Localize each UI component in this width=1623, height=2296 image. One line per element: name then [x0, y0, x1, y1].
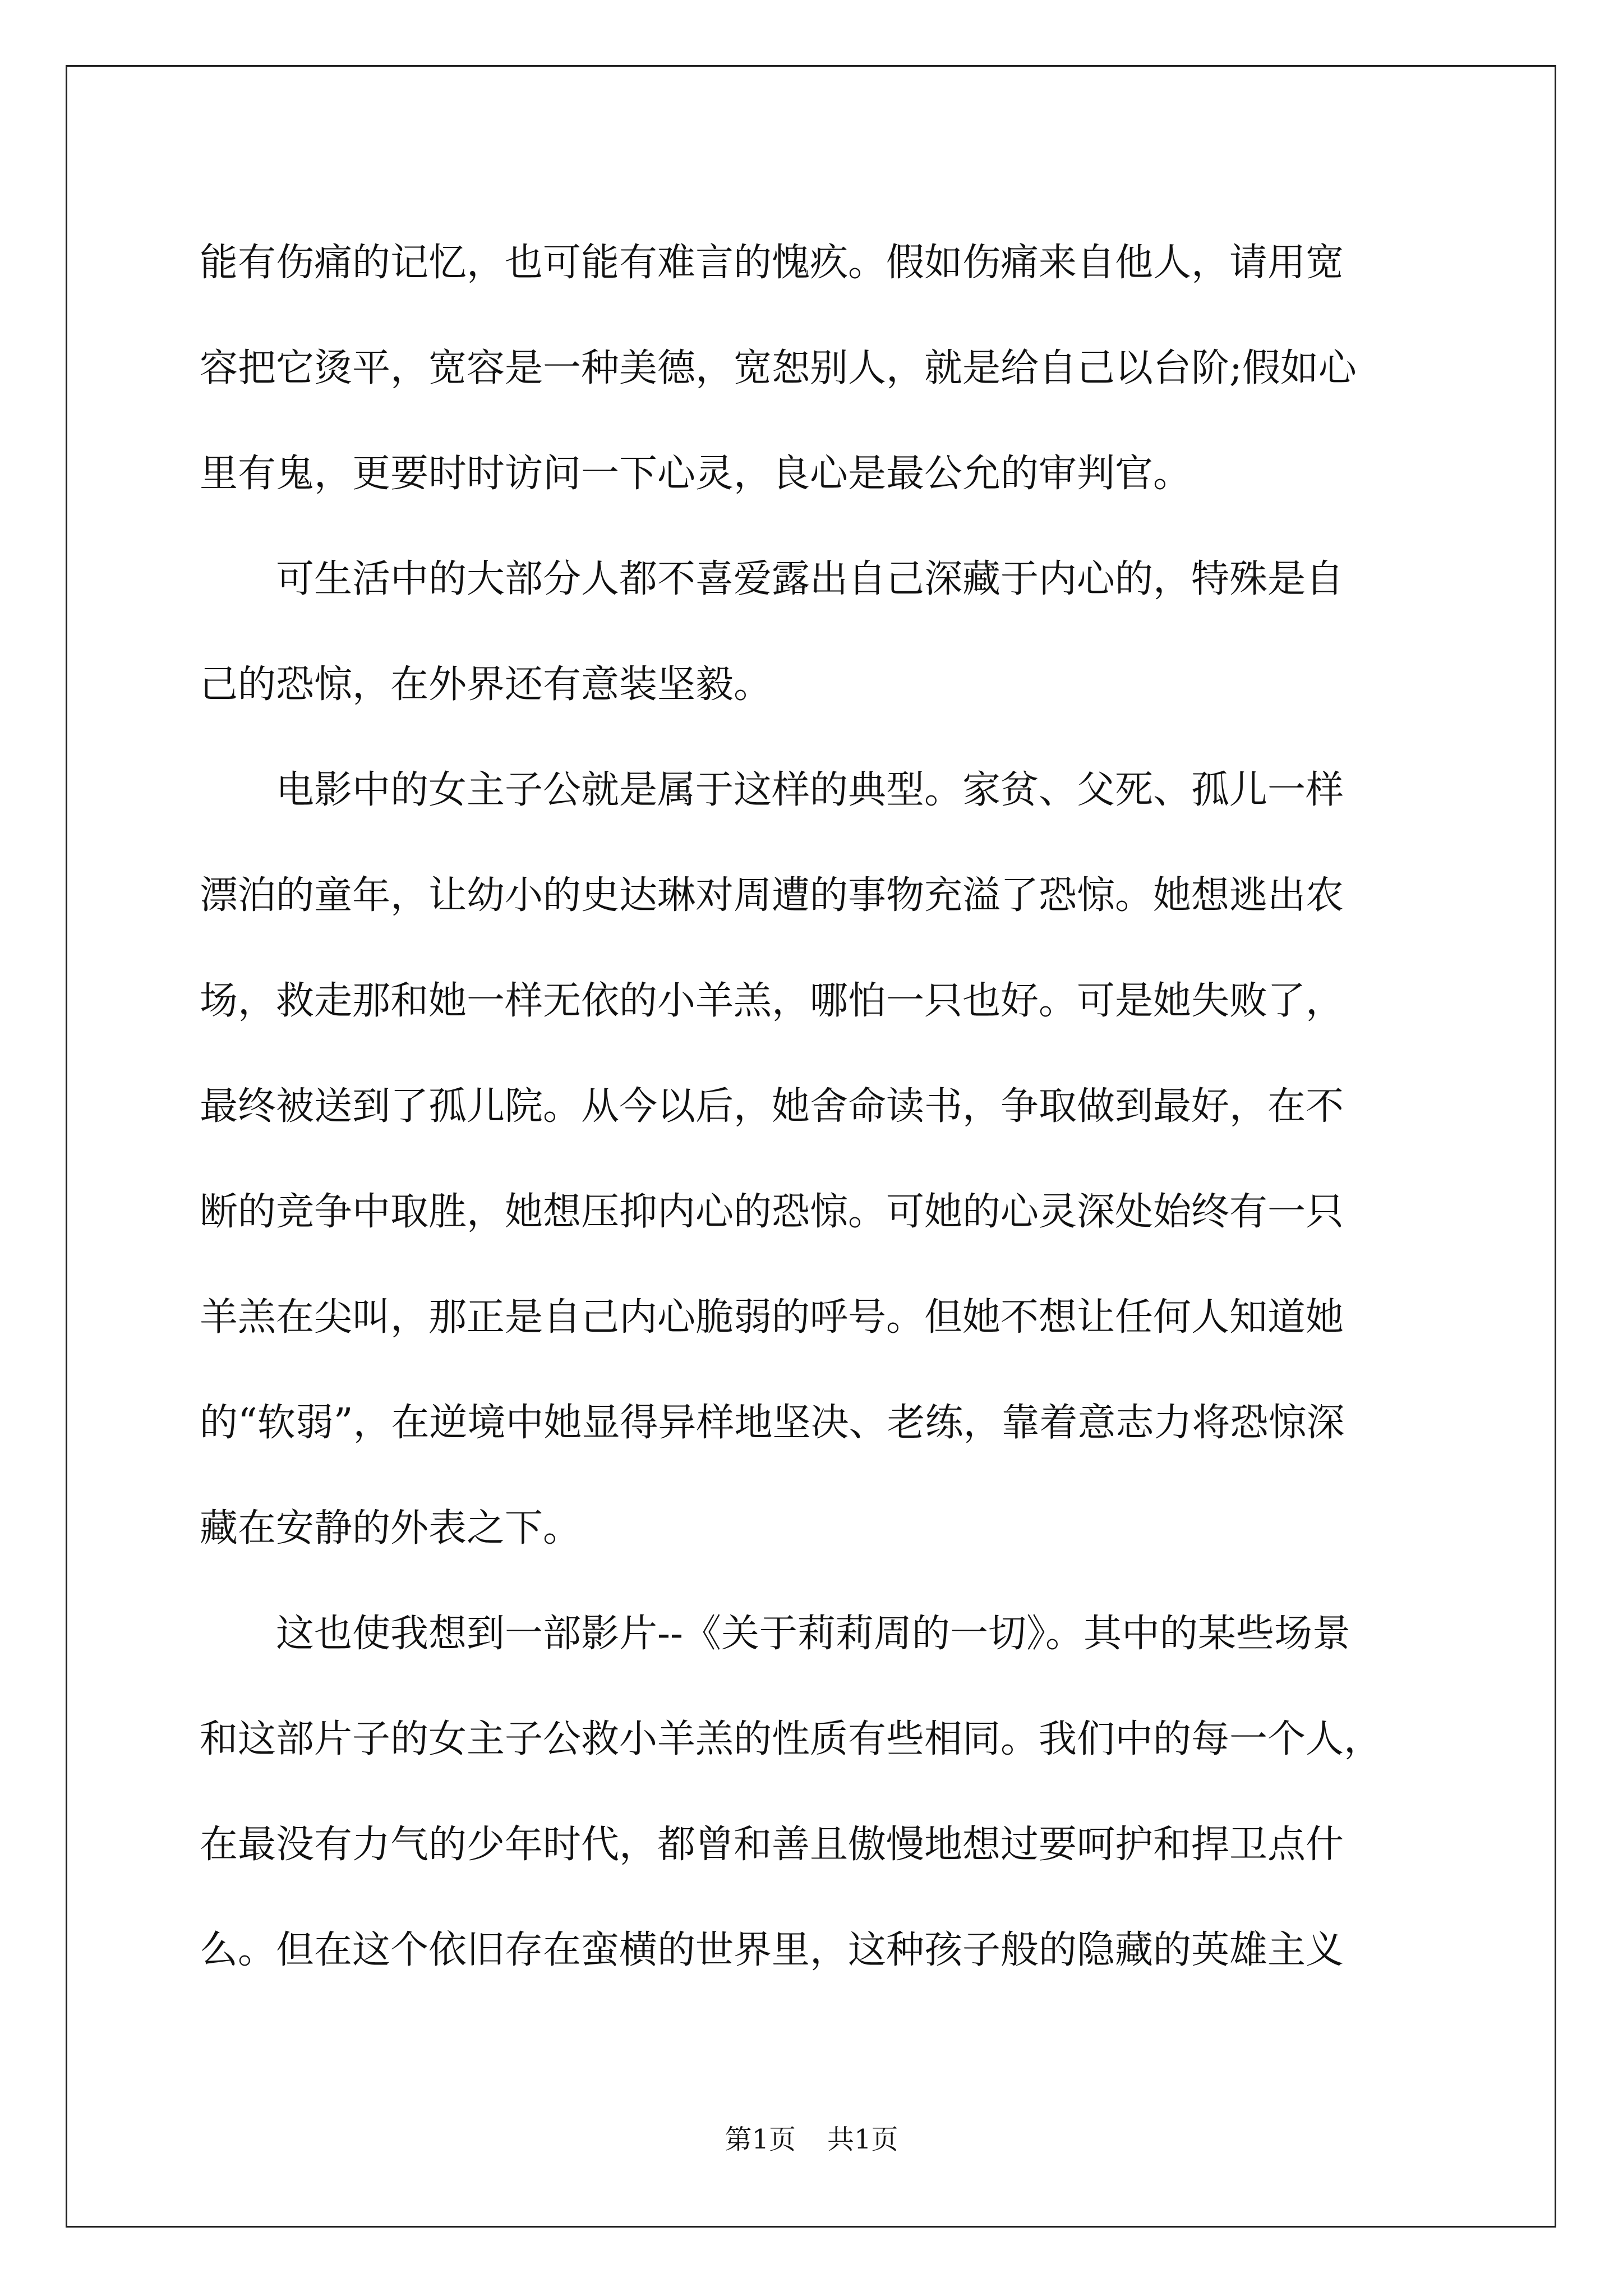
paragraph	[200, 1581, 1433, 2003]
text-line: 这也使我想到一部影片--《关于莉莉周的一切》。其中的某些场景	[200, 1612, 1350, 1656]
text-line: 容把它烫平，宽容是一种美德，宽恕别人，就是给自己以台阶;假如心	[200, 346, 1357, 390]
text-line: 可生活中的大部分人都不喜爱露出自己深藏于内心的，特殊是自	[200, 557, 1344, 601]
paragraph	[200, 738, 1433, 1581]
text-line: 最终被送到了孤儿院。从今以后，她舍命读书，争取做到最好，在不	[200, 1084, 1344, 1129]
text-line: 能有伤痛的记忆，也可能有难言的愧疚。假如伤痛来自他人，请用宽	[200, 241, 1344, 285]
text-line: 电影中的女主子公就是属于这样的典型。家贫、父死、孤儿一样	[200, 768, 1344, 812]
page-footer	[0, 2118, 1623, 2156]
text-line: 和这部片子的女主子公救小羊羔的性质有些相同。我们中的每一个人，	[200, 1717, 1382, 1761]
page-total: 共1页	[827, 2124, 898, 2155]
text-line: 里有鬼，更要时时访问一下心灵，良心是最公允的审判官。	[200, 452, 1192, 496]
text-line: 的“软弱”，在逆境中她显得异样地坚决、老练，靠着意志力将恐惊深	[200, 1401, 1345, 1445]
text-line: 么。但在这个依旧存在蛮横的世界里，这种孩子般的隐藏的英雄主义	[200, 1928, 1344, 1972]
text-line: 羊羔在尖叫，那正是自己内心脆弱的呼号。但她不想让任何人知道她	[200, 1295, 1344, 1340]
text-line: 藏在安静的外表之下。	[200, 1506, 582, 1550]
text-line: 场，救走那和她一样无依的小羊羔，哪怕一只也好。可是她失败了，	[200, 979, 1344, 1023]
page-number: 第1页	[725, 2124, 796, 2155]
text-line: 断的竞争中取胜，她想压抑内心的恐惊。可她的心灵深处始终有一只	[200, 1190, 1344, 1234]
paragraph	[200, 527, 1433, 738]
text-line: 己的恐惊，在外界还有意装坚毅。	[200, 662, 772, 707]
text-line: 漂泊的童年，让幼小的史达琳对周遭的事物充溢了恐惊。她想逃出农	[200, 873, 1344, 918]
paragraph	[200, 210, 1433, 527]
document-body	[200, 210, 1433, 2003]
text-line: 在最没有力气的少年时代，都曾和善且傲慢地想过要呵护和捍卫点什	[200, 1823, 1344, 1867]
